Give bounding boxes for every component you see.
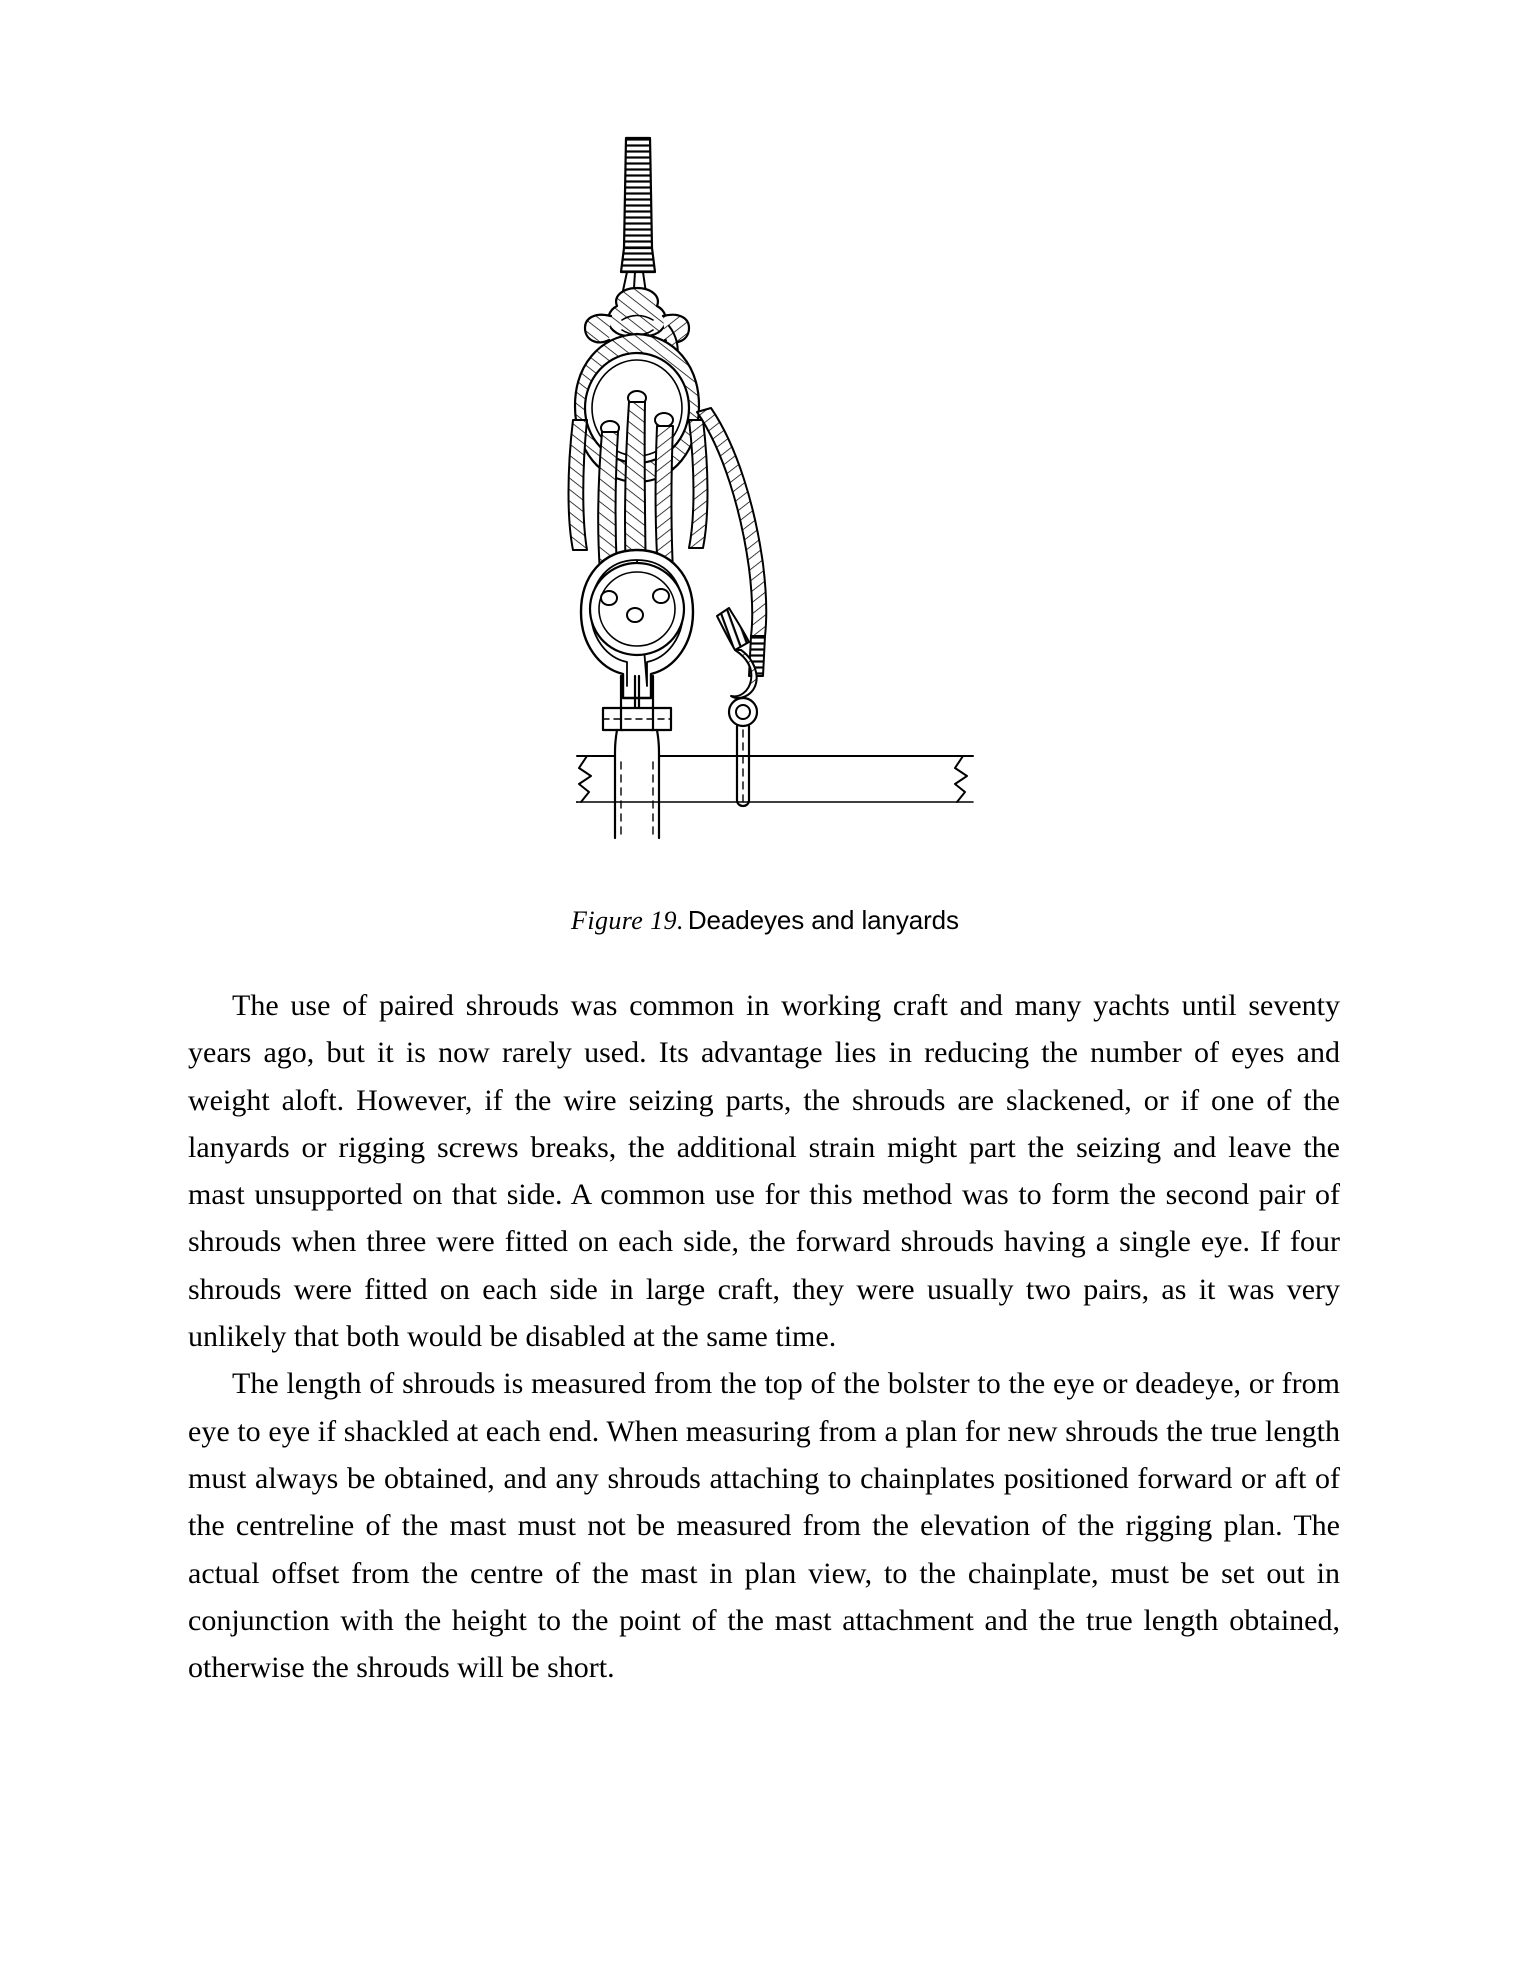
lower-deadeye bbox=[581, 550, 693, 708]
served-wire-shroud bbox=[621, 138, 655, 304]
figure-caption bbox=[0, 905, 1530, 936]
figure-caption-title: Deadeyes and lanyards bbox=[687, 905, 959, 935]
deck-bulwark bbox=[577, 756, 973, 802]
break-line-left bbox=[579, 756, 591, 802]
shackle-and-chainplate bbox=[603, 708, 671, 838]
figure-19 bbox=[0, 120, 1530, 935]
paragraph-2: The length of shrouds is measured from the top of the bolster to the eye or deadeye, or from eye to eye if shackled at each end. When measuring from a plan for new shrouds the true length must always be obtained, and any shrouds attaching to chainplates positioned forward or aft of the centreline of the mast must not be measured from the elevation of the rigging plan. The actual offset from the centre of the mast in plan view, to the chainplate, must be set out in conjunction with the height to the point of the mast attachment and the true length obtained, otherwise the shrouds will be short. bbox=[188, 1367, 1340, 1685]
deadeye-line-art-svg bbox=[565, 120, 985, 890]
deadeyes-and-lanyards-illustration bbox=[565, 120, 985, 890]
paragraph-1: The use of paired shrouds was common in working craft and many yachts until seventy years ago, but it is now rarely used. Its advantage lies in reducing the number of eyes and weight aloft. However, if the wire seizing parts, the shrouds are slackened, or if one of the lanyards or rigging screws breaks, the additional strain might part the seizing and leave the mast unsupported on that side. A common use for this method was to form the second pair of shrouds when three were fitted on each side, the forward shrouds having a single eye. If four shrouds were fitted on each side in large craft, they were usually two pairs, as it was very unlikely that both would be disabled at the same time. bbox=[188, 989, 1340, 1354]
body-text bbox=[188, 982, 1340, 1691]
break-line-right bbox=[955, 756, 967, 802]
figure-number-label: Figure 19. bbox=[571, 906, 684, 935]
